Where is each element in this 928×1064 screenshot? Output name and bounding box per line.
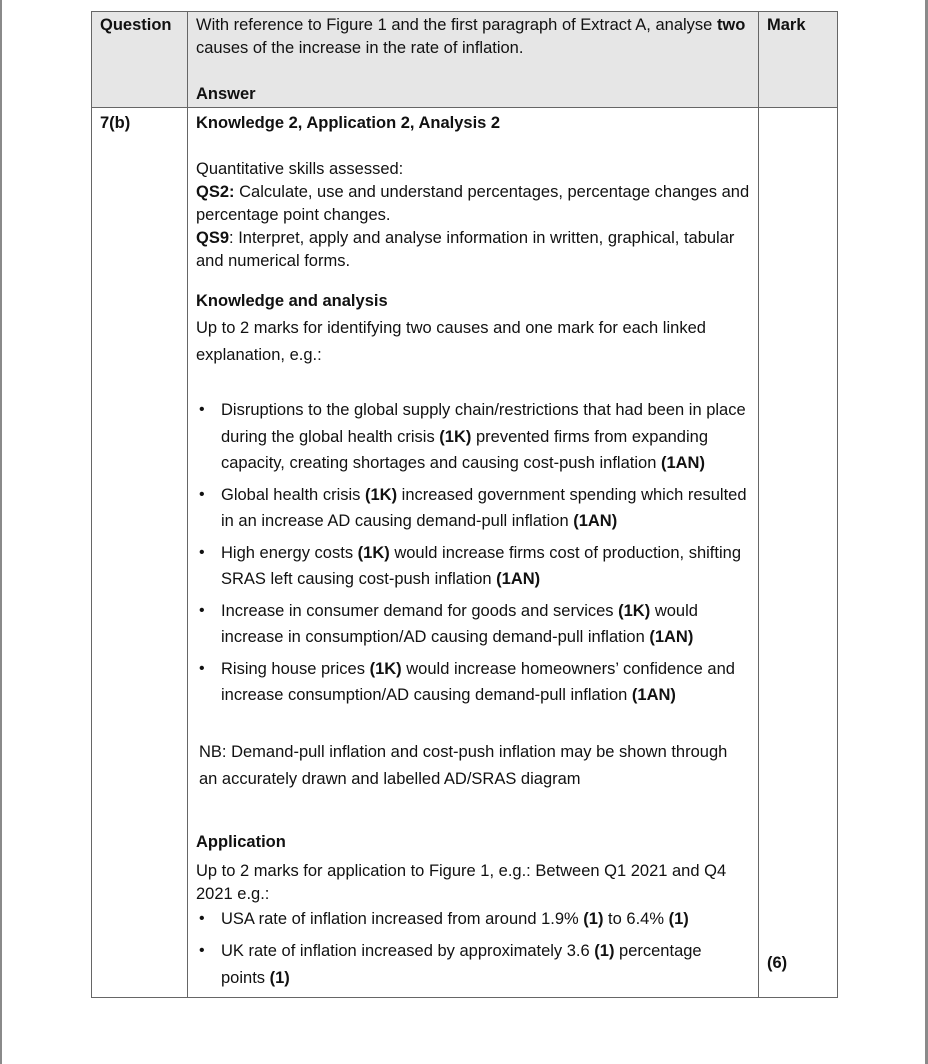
mark-cell — [759, 108, 838, 998]
application-intro: Up to 2 marks for application to Figure 1, e.g.: Between Q1 2021 and Q4 2021 e.g.: — [196, 861, 727, 903]
list-item: • UK rate of inflation increased by approximately 3.6 (1) percentage points (1) — [196, 938, 750, 991]
list-item: • Rising house prices (1K) would increase homeowners’ confidence and increase consumption/AD causing demand-pull inflation (1AN) — [196, 656, 758, 709]
page-edge-left — [0, 0, 2, 1064]
knowledge-heading: Knowledge and analysis — [196, 292, 388, 310]
answer-cell — [188, 108, 759, 998]
nb-note: NB: Demand-pull inflation and cost-push inflation may be shown through an accurately drawn and labelled AD/SRAS diagram — [199, 742, 728, 788]
mark-header-label: Mark — [767, 16, 806, 34]
mark-scheme-table — [91, 11, 838, 998]
list-item: • High energy costs (1K) would increase firms cost of production, shifting SRAS left causing cost-push inflation (1AN) — [196, 540, 750, 593]
qs-intro: Quantitative skills assessed: — [196, 160, 404, 178]
application-list — [196, 906, 750, 992]
question-text-cell — [188, 12, 759, 108]
question-number: 7(b) — [100, 114, 131, 132]
qs9-line: QS9: Interpret, apply and analyse information in written, graphical, tabular and numerical forms. — [196, 229, 735, 270]
mark-total: (6) — [767, 954, 788, 972]
answer-row — [92, 108, 838, 998]
question-text: With reference to Figure 1 and the first paragraph of Extract A, analyse two causes of the increase in the rate of inflation. — [196, 16, 746, 57]
list-item: • Disruptions to the global supply chain/restrictions that had been in place during the global health crisis (1K) prevented firms from expanding capacity, creating shortages and causing cost-push inflation (1AN) — [196, 397, 750, 477]
list-item: • Increase in consumer demand for goods and services (1K) would increase in consumption/AD causing demand-pull inflation (1AN) — [196, 598, 750, 651]
criteria-heading: Knowledge 2, Application 2, Analysis 2 — [196, 114, 501, 132]
question-number-cell — [92, 108, 188, 998]
knowledge-list — [196, 397, 750, 709]
list-item: • Global health crisis (1K) increased government spending which resulted in an increase AD causing demand-pull inflation (1AN) — [196, 482, 750, 535]
knowledge-intro: Up to 2 marks for identifying two causes and one mark for each linked explanation, e.g.: — [196, 319, 706, 364]
question-header-label: Question — [100, 16, 172, 34]
table-header-row — [92, 12, 838, 108]
answer-header-label: Answer — [196, 85, 256, 103]
qs2-line: QS2: Calculate, use and understand percentages, percentage changes and percentage point changes. — [196, 183, 750, 224]
list-item: • USA rate of inflation increased from around 1.9% (1) to 6.4% (1) — [196, 906, 750, 933]
application-heading: Application — [196, 832, 286, 851]
mark-header-cell — [759, 12, 838, 108]
question-header-cell — [92, 12, 188, 108]
